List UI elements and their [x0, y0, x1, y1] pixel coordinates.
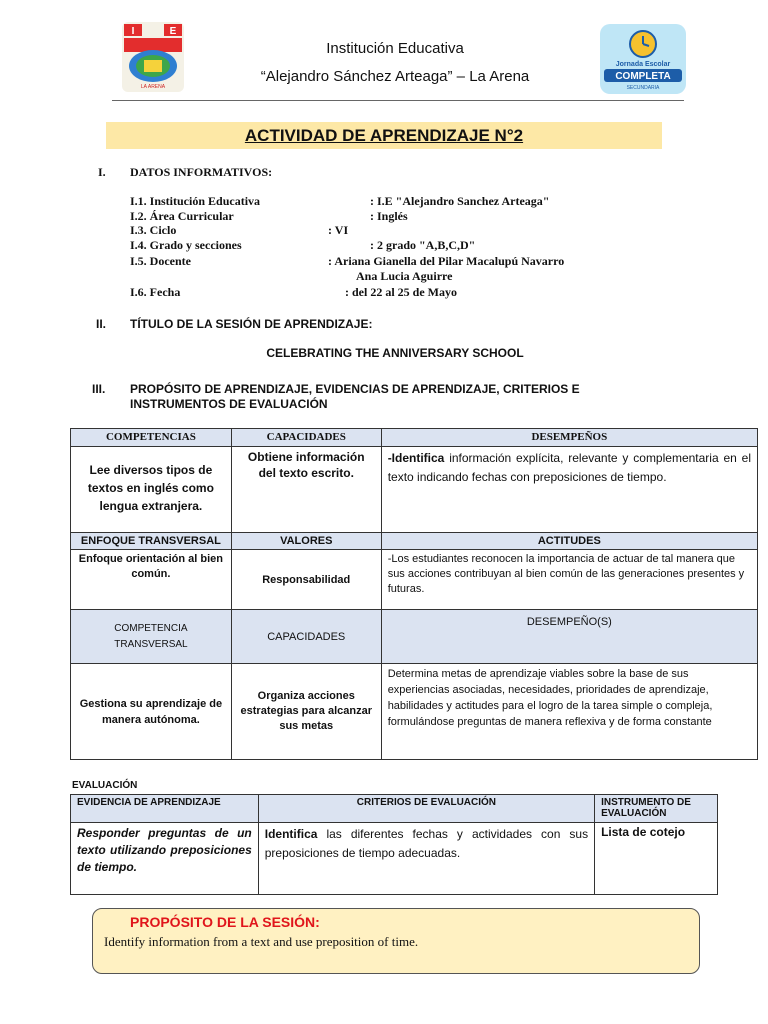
proposito-title: PROPÓSITO DE LA SESIÓN:	[130, 914, 320, 930]
info-value-1: : I.E "Alejandro Sanchez Arteaga"	[370, 194, 550, 208]
cell-competencia-transversal: Gestiona su aprendizaje de manera autónoma.	[71, 664, 232, 760]
info-value-4: : 2 grado "A,B,C,D"	[370, 238, 476, 252]
header-desempenos-2: DESEMPEÑO(S)	[381, 610, 757, 664]
cell-criterio	[258, 823, 594, 895]
cell-instrumento: Lista de cotejo	[595, 823, 718, 895]
cell-actitud: -Los estudiantes reconocen la importancia de actuar de tal manera que sus acciones contribuyan al bien común de las generaciones presentes y futuras.	[381, 550, 757, 610]
header-competencia-transversal: COMPETENCIA TRANSVERSAL	[71, 610, 232, 664]
header-divider	[112, 100, 684, 101]
header-criterios: CRITERIOS DE EVALUACIÓN	[258, 795, 594, 823]
info-label-1: I.1. Institución Educativa	[130, 194, 261, 208]
logo-text-jornada: Jornada Escolar	[615, 61, 671, 68]
section-1-number: I.	[98, 165, 106, 179]
header-enfoque: ENFOQUE TRANSVERSAL	[71, 533, 232, 550]
info-value-3: : VI	[328, 223, 349, 237]
evaluacion-label: EVALUACIÓN	[72, 780, 138, 791]
info-value-5b: Ana Lucia Aguirre	[356, 269, 453, 283]
info-label-5: I.5. Docente	[130, 254, 191, 268]
logo-text-completa: COMPLETA	[615, 71, 671, 82]
info-label-6: I.6. Fecha	[130, 285, 181, 299]
section-2-number: II.	[96, 317, 107, 331]
desempeno-bold: -Identifica	[387, 451, 445, 465]
logo-text-secundaria: SECUNDARIA	[626, 85, 660, 91]
competencias-table	[70, 428, 758, 760]
logo-caption: LA ARENA	[140, 84, 166, 90]
header-desempenos: DESEMPEÑOS	[381, 429, 757, 447]
desempeno-rest: información explícita, relevante y complementaria en el texto indicando fechas con preposiciones de tiempo.	[387, 451, 751, 484]
header-capacidades-2: CAPACIDADES	[231, 610, 381, 664]
header-capacidades: CAPACIDADES	[231, 429, 381, 447]
criterio-rest: las diferentes fechas y actividades con sus preposiciones de tiempo adecuadas.	[264, 827, 589, 860]
header-instrumento: INSTRUMENTO DE EVALUACIÓN	[595, 795, 718, 823]
header-valores: VALORES	[231, 533, 381, 550]
criterio-bold: Identifica	[264, 827, 318, 841]
cell-desempeno-2: Determina metas de aprendizaje viables sobre la base de sus experiencias asociadas, necesidades, prioridades de aprendizaje, habilidades y actitudes para el logro de la tarea simple o compleja, formulándose preguntas de manera reflexiva y de forma constante	[381, 664, 757, 760]
logo-letter-i: I	[131, 26, 135, 37]
cell-enfoque: Enfoque orientación al bien común.	[71, 550, 232, 610]
info-label-2: I.2. Área Curricular	[130, 209, 234, 223]
info-value-6: : del 22 al 25 de Mayo	[345, 285, 457, 299]
section-2-heading: TÍTULO DE LA SESIÓN DE APRENDIZAJE:	[130, 317, 373, 331]
header-line-1: Institución Educativa	[326, 40, 464, 57]
evaluacion-table	[70, 794, 718, 895]
cell-desempeno	[381, 447, 757, 533]
section-3-heading-line-2: INSTRUMENTOS DE EVALUACIÓN	[130, 397, 328, 411]
session-title: CELEBRATING THE ANNIVERSARY SCHOOL	[266, 346, 524, 360]
header-evidencia: EVIDENCIA DE APRENDIZAJE	[71, 795, 259, 823]
jornada-escolar-logo	[600, 24, 686, 94]
section-3-number: III.	[92, 382, 106, 396]
page-title: ACTIVIDAD DE APRENDIZAJE N°2	[244, 126, 524, 145]
logo-letter-e: E	[169, 26, 177, 37]
info-value-5: : Ariana Gianella del Pilar Macalupú Navarro	[328, 254, 565, 268]
cell-competencia: Lee diversos tipos de textos en inglés como lengua extranjera.	[71, 447, 232, 533]
cell-evidencia: Responder preguntas de un texto utilizando preposiciones de tiempo.	[71, 823, 259, 895]
proposito-text: Identify information from a text and use preposition of time.	[104, 934, 419, 949]
section-1-heading: DATOS INFORMATIVOS:	[130, 165, 273, 179]
school-logo	[122, 22, 184, 92]
header-line-2: “Alejandro Sánchez Arteaga” – La Arena	[260, 68, 530, 85]
header-actitudes: ACTITUDES	[381, 533, 757, 550]
section-3-heading-line-1: PROPÓSITO DE APRENDIZAJE, EVIDENCIAS DE APRENDIZAJE, CRITERIOS E	[130, 382, 580, 396]
info-value-2: : Inglés	[370, 209, 408, 223]
cell-valor: Responsabilidad	[231, 550, 381, 610]
header-competencias: COMPETENCIAS	[71, 429, 232, 447]
info-label-4: I.4. Grado y secciones	[130, 238, 242, 252]
cell-capacidad: Obtiene información del texto escrito.	[231, 447, 381, 533]
cell-capacidad-2: Organiza acciones estrategias para alcanzar sus metas	[231, 664, 381, 760]
info-label-3: I.3. Ciclo	[130, 223, 177, 237]
